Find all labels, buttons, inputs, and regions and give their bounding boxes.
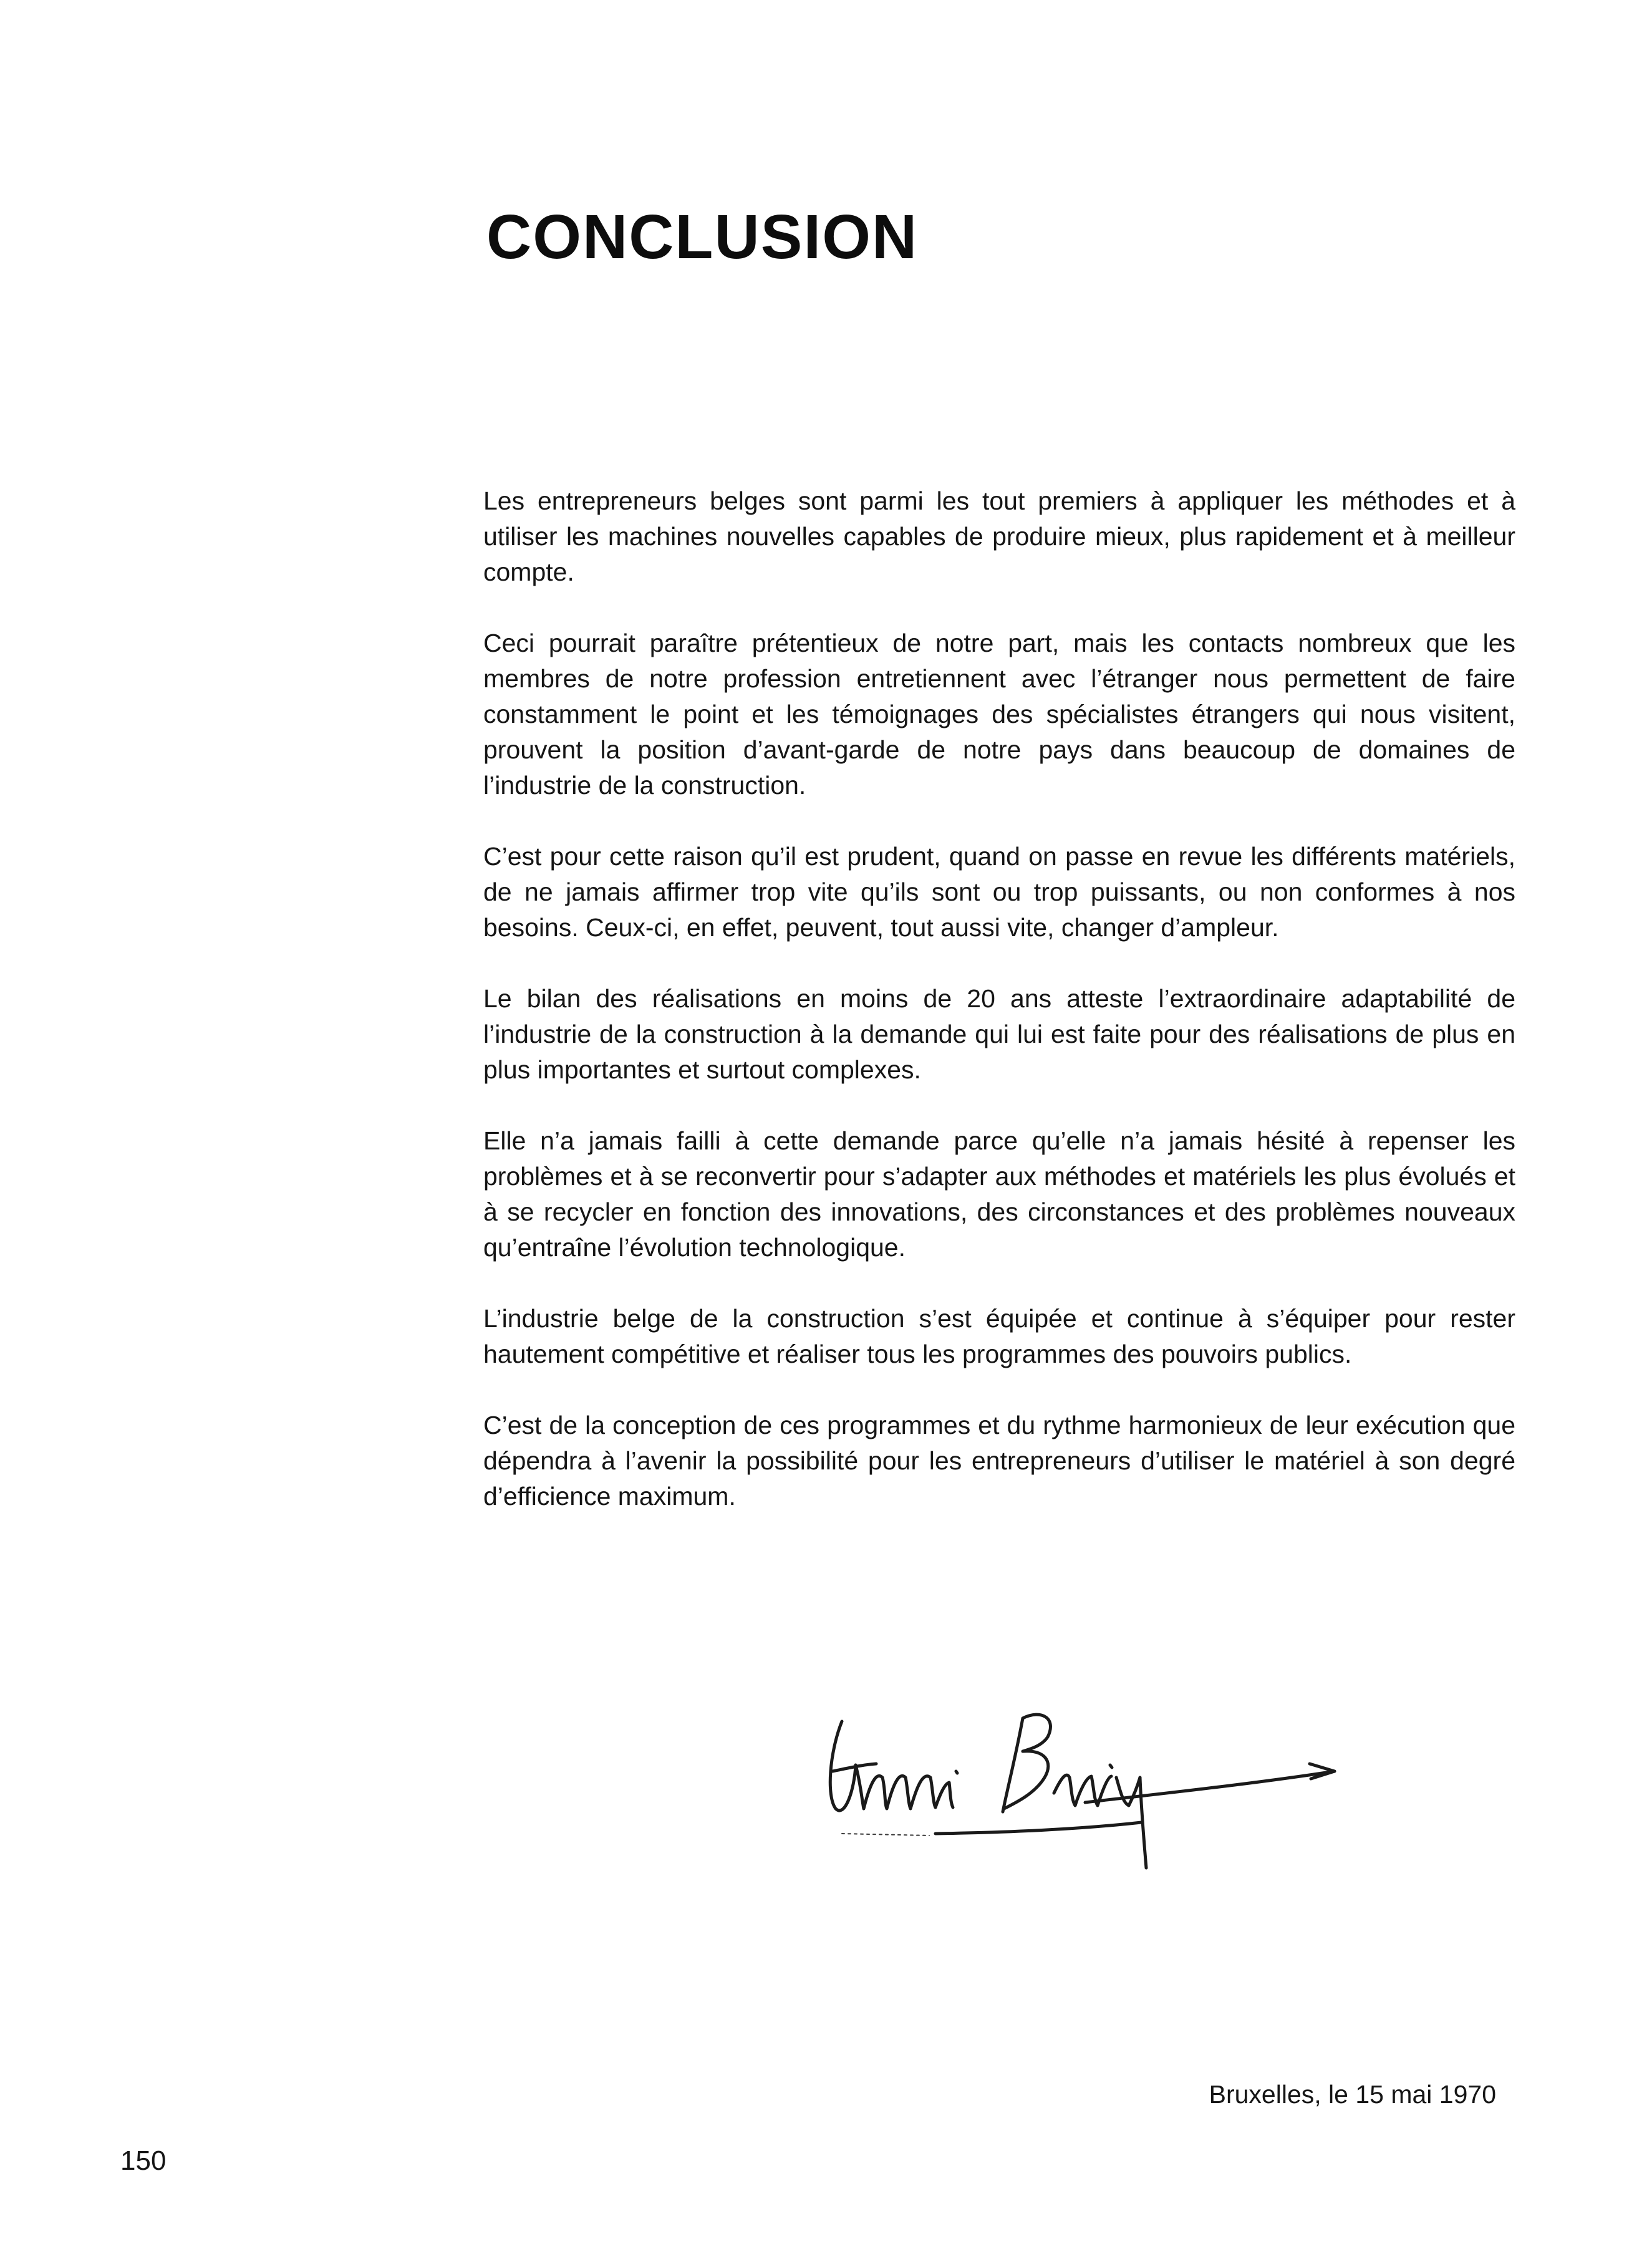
paragraph: Elle n’a jamais failli à cette demande parce qu’elle n’a jamais hésité à repenser les problèmes et à se reconvertir pour s’adapter aux méthodes et matériels les plus évolués et à se recycler en fonction des innovations, des circonstances et des problèmes nouveaux qu’entraîne l’évolution technologique. <box>483 1126 1515 1262</box>
handwritten-signature <box>817 1684 1347 1871</box>
paragraph: C’est de la conception de ces programmes et du rythme harmonieux de leur exécution que dépendra à l’avenir la possibilité pour les entrepreneurs d’utiliser le matériel à son degré d’efficience maximum. <box>483 1411 1515 1511</box>
paragraph: C’est pour cette raison qu’il est prudent, quand on passe en revue les différents matériels, de ne jamais affirmer trop vite qu’ils sont ou trop puissants, ou non conformes à nos besoins. Ceux-ci, en effet, peuvent, tout aussi vite, changer d’ampleur. <box>483 842 1515 942</box>
paragraph: Ceci pourrait paraître prétentieux de notre part, mais les contacts nombreux que les membres de notre profession entretiennent avec l’étranger nous permettent de faire constamment le point et les témoignages des spécialistes étrangers qui nous visitent, prouvent la position d’avant-garde de notre pays dans beaucoup de domaines de l’industrie de la construction. <box>483 629 1515 800</box>
paragraph: Les entrepreneurs belges sont parmi les tout premiers à appliquer les méthodes et à utiliser les machines nouvelles capables de produire mieux, plus rapidement et à meilleur compte. <box>483 486 1515 586</box>
page-number: 150 <box>120 2145 167 2176</box>
paragraph: Le bilan des réalisations en moins de 20 ans atteste l’extraordinaire adaptabilité de l’industrie de la construction à la demande qui lui est faite pour des réalisations de plus en plus importantes et surtout complexes. <box>483 984 1515 1084</box>
body-text <box>483 483 1515 1550</box>
paragraph: L’industrie belge de la construction s’est équipée et continue à s’équiper pour rester hautement compétitive et réaliser tous les programmes des pouvoirs publics. <box>483 1304 1515 1368</box>
place-date: Bruxelles, le 15 mai 1970 <box>1209 2080 1496 2109</box>
page-title: CONCLUSION <box>486 202 919 272</box>
